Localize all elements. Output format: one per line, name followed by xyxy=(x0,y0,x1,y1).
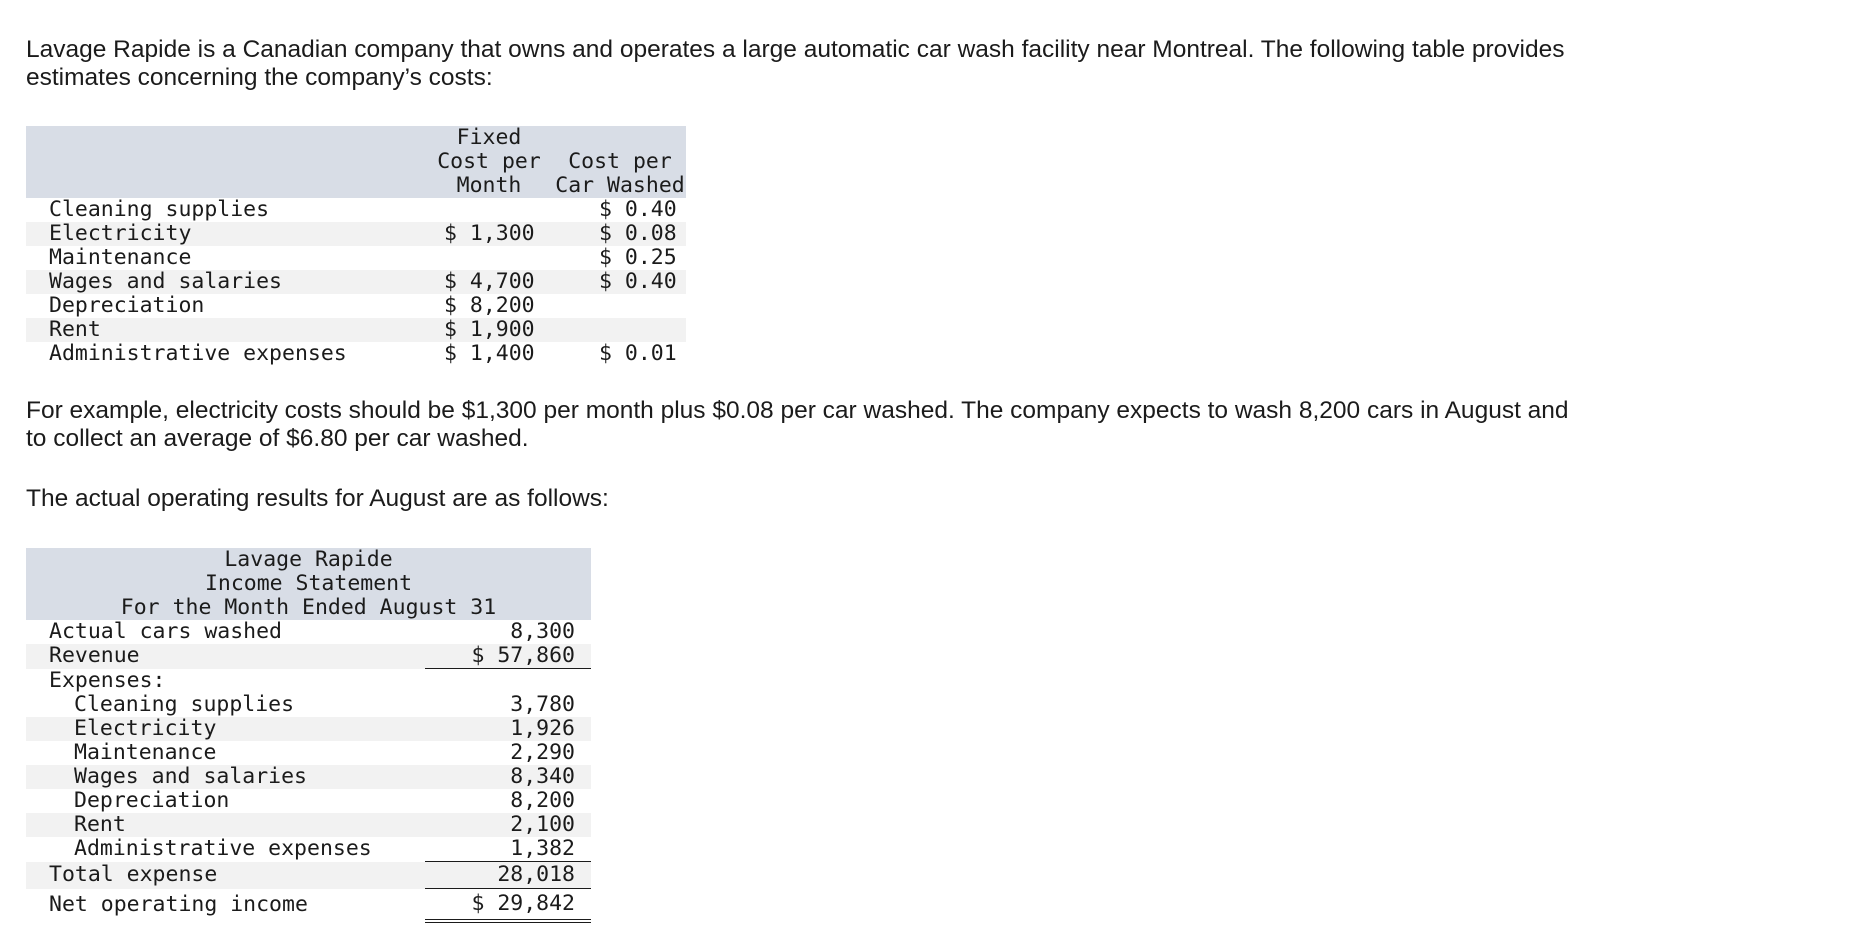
table-row xyxy=(26,222,686,246)
expense-label: Maintenance xyxy=(74,740,217,765)
cost-table-header-row xyxy=(26,126,686,198)
expenses-label: Expenses: xyxy=(49,667,166,693)
cost-row-fixed xyxy=(424,198,554,222)
cost-table-header-label xyxy=(26,126,424,198)
table-row xyxy=(26,198,686,222)
actual-results-intro: The actual operating results for August are as follows: xyxy=(26,485,609,512)
cost-row-variable xyxy=(554,318,686,342)
cost-table-header-variable: Cost per Car Washed xyxy=(554,126,686,198)
expense-label: Wages and salaries xyxy=(26,765,425,789)
intro-paragraph: Lavage Rapide is a Canadian company that owns and operates a large automatic car wash facility near Montreal. The following table provides estimates concerning the company’s costs: xyxy=(26,36,1565,91)
cost-row-variable: $ 0.01 xyxy=(599,341,677,366)
expense-number: 1,926 xyxy=(510,716,575,741)
expense-value xyxy=(425,813,591,837)
cost-row-fixed: $ 1,900 xyxy=(424,318,554,342)
cost-row-label: Maintenance xyxy=(49,245,192,270)
cost-estimates-table xyxy=(26,126,686,366)
net-income-value xyxy=(425,889,591,922)
expense-label: Rent xyxy=(26,813,425,837)
table-row xyxy=(26,644,591,669)
expense-label: Administrative expenses xyxy=(74,836,372,862)
table-row xyxy=(26,717,591,741)
expense-label: Cleaning supplies xyxy=(74,692,295,717)
table-row xyxy=(26,620,591,644)
expense-value xyxy=(425,693,591,717)
revenue-label: Revenue xyxy=(26,644,425,669)
table-row xyxy=(26,813,591,837)
cost-row-fixed: $ 8,200 xyxy=(444,293,535,318)
table-row xyxy=(26,669,591,694)
cost-row-variable xyxy=(554,294,686,318)
table-row xyxy=(26,342,686,366)
cost-row-variable: $ 0.40 xyxy=(599,197,677,222)
table-row xyxy=(26,889,591,922)
table-row xyxy=(26,294,686,318)
income-statement-company: Lavage Rapide xyxy=(224,547,393,572)
income-statement-header xyxy=(26,548,591,620)
revenue-number: $ 57,860 xyxy=(471,643,575,668)
expense-value xyxy=(425,837,591,862)
cost-row-label: Electricity xyxy=(26,222,424,246)
cost-row-label: Depreciation xyxy=(49,293,205,318)
cost-row-variable: $ 0.40 xyxy=(554,270,686,294)
expense-value xyxy=(425,741,591,765)
table-row xyxy=(26,862,591,889)
expense-value xyxy=(425,765,591,789)
expense-value xyxy=(425,717,591,741)
total-expense-label: Total expense xyxy=(26,862,425,889)
example-paragraph: For example, electricity costs should be $1,300 per month plus $0.08 per car washed. The company expects to wash 8,200 cars in August and to collect an average of $6.80 per car washed. xyxy=(26,397,1569,452)
cost-row-fixed: $ 4,700 xyxy=(424,270,554,294)
table-row xyxy=(26,270,686,294)
expense-label: Depreciation xyxy=(74,788,230,813)
expense-number: 1,382 xyxy=(510,836,575,861)
income-statement-title xyxy=(26,548,591,620)
table-row xyxy=(26,693,591,717)
expenses-header-value xyxy=(425,669,591,694)
income-statement-name: Income Statement xyxy=(204,571,413,596)
revenue-value xyxy=(425,644,591,669)
table-row xyxy=(26,318,686,342)
expense-number: 2,100 xyxy=(510,812,575,837)
expense-number: 8,200 xyxy=(510,788,575,813)
actual-cars-number: 8,300 xyxy=(510,619,575,644)
cost-row-fixed xyxy=(424,246,554,270)
actual-cars-value xyxy=(425,620,591,644)
table-row xyxy=(26,837,591,862)
cost-row-label: Wages and salaries xyxy=(26,270,424,294)
cost-table-header-fixed: Fixed Cost per Month xyxy=(424,126,554,198)
net-income-number: $ 29,842 xyxy=(471,891,575,916)
table-row xyxy=(26,246,686,270)
cost-row-variable: $ 0.08 xyxy=(554,222,686,246)
cost-row-label: Administrative expenses xyxy=(49,341,347,366)
income-statement-table xyxy=(26,548,591,923)
cost-row-label: Rent xyxy=(26,318,424,342)
cost-row-fixed: $ 1,300 xyxy=(424,222,554,246)
actual-cars-label: Actual cars washed xyxy=(49,619,282,644)
table-row xyxy=(26,765,591,789)
expense-label: Electricity xyxy=(26,717,425,741)
expense-number: 3,780 xyxy=(510,692,575,717)
cost-row-fixed: $ 1,400 xyxy=(444,341,535,366)
total-expense-number: 28,018 xyxy=(497,862,575,887)
net-income-label: Net operating income xyxy=(49,891,308,917)
expense-value xyxy=(425,789,591,813)
cost-row-label: Cleaning supplies xyxy=(49,197,270,222)
income-statement-period: For the Month Ended August 31 xyxy=(120,595,497,620)
table-row xyxy=(26,741,591,765)
table-row xyxy=(26,789,591,813)
expense-number: 2,290 xyxy=(510,740,575,765)
total-expense-value xyxy=(425,862,591,889)
expense-number: 8,340 xyxy=(510,764,575,789)
cost-row-variable: $ 0.25 xyxy=(599,245,677,270)
